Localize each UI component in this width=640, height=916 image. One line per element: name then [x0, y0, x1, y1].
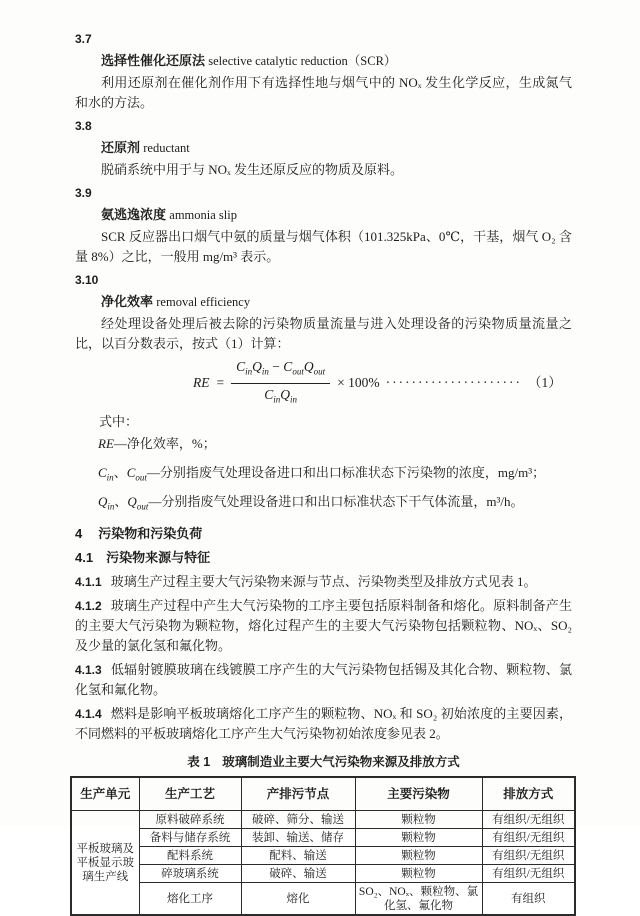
- node-cell: 熔化: [241, 883, 355, 916]
- definition-c-in-out: $C_{in}$、$C_{out}—$分别指废气处理设备进口和出口标准状态下污染物的浓度，mg/m³；: [98, 464, 546, 483]
- clause-4-1-1: [75, 572, 572, 592]
- term-english: selective catalytic reduction（SCR）: [208, 54, 397, 68]
- section-title: 污染物来源与特征: [106, 550, 211, 566]
- times-100-percent: × 100%: [337, 375, 380, 391]
- table-label: 表 1: [187, 755, 211, 770]
- table-header-row: [71, 777, 575, 811]
- formula-lhs-symbol: RE: [193, 375, 210, 391]
- definition-text: —分别指废气处理设备进口和出口标准状态下污染物的浓度，mg/m³；: [146, 464, 546, 480]
- term-chinese: 选择性催化还原法: [101, 53, 206, 68]
- definition-q-in-out: $Q_{in}$、$Q_{out}—$分别指废气处理设备进口和出口标准状态下干气体流量，m³/h。: [98, 493, 524, 512]
- term-chinese: 还原剂: [101, 140, 141, 155]
- node-cell: 破碎、筛分、输送: [241, 811, 355, 829]
- emission-cell: 有组织/无组织: [482, 847, 575, 865]
- section-heading-4: [75, 524, 572, 544]
- where-label: 式中：: [99, 414, 139, 430]
- node-cell: 破碎、输送: [241, 865, 355, 883]
- pollutant-cell: 颗粒物: [355, 829, 482, 847]
- fraction: [231, 358, 330, 408]
- term-heading-ammonia-slip: [75, 205, 572, 225]
- production-unit-cell: 平板玻璃及平板显示玻璃生产线: [71, 811, 139, 916]
- table-title: 玻璃制造业主要大气污染物来源及排放方式: [222, 755, 460, 770]
- clause-number: 4.1.1: [75, 575, 102, 590]
- table-row: [71, 829, 575, 847]
- column-header-emission-mode: 排放方式: [482, 777, 575, 811]
- clause-number: 4.1.4: [75, 707, 102, 722]
- clause-number: 4.1.2: [75, 599, 102, 614]
- emission-cell: 有组织/无组织: [482, 811, 575, 829]
- fraction-numerator: $C_{in}Q_{in} - C_{out}Q_{out}$: [231, 358, 330, 384]
- clause-text: 燃料是影响平板玻璃熔化工序产生的颗粒物、NOₓ 和 SO₂ 初始浓度的主要因素，不同燃料的平板玻璃熔化工序产生大气污染物初始浓度参见表 2。: [75, 706, 572, 742]
- column-header-process: 生产工艺: [139, 777, 241, 811]
- table-row: [71, 811, 575, 829]
- clause-4-1-2: [75, 596, 572, 656]
- table-row: [71, 865, 575, 883]
- process-cell: 熔化工序: [139, 883, 241, 916]
- pollutant-cell: 颗粒物: [355, 865, 482, 883]
- column-header-discharge-node: 产排污节点: [241, 777, 355, 811]
- clause-number-3-8: 3.8: [75, 119, 92, 133]
- equation-1: [193, 358, 572, 408]
- emission-cell: 有组织: [482, 883, 575, 916]
- equals-sign: =: [216, 375, 225, 391]
- table-caption: [75, 752, 572, 772]
- term-english: reductant: [143, 141, 190, 155]
- emission-cell: 有组织/无组织: [482, 865, 575, 883]
- clause-number-3-10: 3.10: [75, 273, 99, 287]
- process-cell: 原料破碎系统: [139, 811, 241, 829]
- term-definition-ammonia-slip: SCR 反应器出口烟气中氨的质量与烟气体积（101.325kPa、0℃，干基，烟气 O₂ 含量 8%）之比，一般用 mg/m³ 表示。: [75, 229, 572, 264]
- term-chinese: 氨逃逸浓度: [101, 207, 167, 222]
- clause-4-1-3: [75, 660, 572, 700]
- fraction-denominator: $C_{in}Q_{in}$: [264, 386, 297, 405]
- term-heading-removal-efficiency: [75, 292, 572, 312]
- process-cell: 碎玻璃系统: [139, 865, 241, 883]
- clause-text: 低辐射镀膜玻璃在线镀膜工序产生的大气污染物包括锡及其化合物、颗粒物、氯化氢和氟化物。: [75, 662, 572, 698]
- clause-number: 4.1.3: [75, 663, 102, 678]
- term-chinese: 净化效率: [101, 294, 154, 309]
- process-cell: 备料与储存系统: [139, 829, 241, 847]
- clause-number-3-7: 3.7: [75, 32, 92, 46]
- section-heading-4-1: [75, 548, 572, 568]
- pollutant-cell: 颗粒物: [355, 811, 482, 829]
- pollutant-sources-table: [70, 776, 576, 916]
- pollutant-cell: SO₂、NOₓ、颗粒物、氯化氢、氟化物: [355, 883, 482, 916]
- emission-cell: 有组织/无组织: [482, 829, 575, 847]
- node-cell: 配料、输送: [241, 847, 355, 865]
- clause-4-1-4: [75, 704, 572, 744]
- node-cell: 装卸、输送、储存: [241, 829, 355, 847]
- definition-text: —分别指废气处理设备进口和出口标准状态下干气体流量，m³/h。: [148, 493, 524, 509]
- definition-re: RE—净化效率，%；: [98, 436, 216, 452]
- equation-number: （1）: [528, 375, 562, 391]
- clause-number-3-9: 3.9: [75, 186, 92, 200]
- clause-text: 玻璃生产过程主要大气污染物来源与节点、污染物类型及排放方式见表 1。: [110, 574, 537, 590]
- term-heading-scr: [75, 51, 572, 71]
- table-row: [71, 847, 575, 865]
- term-heading-reductant: [75, 138, 572, 158]
- table-row: [71, 883, 575, 916]
- term-definition-reductant: 脱硝系统中用于与 NOₓ 发生还原反应的物质及原料。: [101, 162, 404, 177]
- clause-text: 玻璃生产过程中产生大气污染物的工序主要包括原料制备和熔化。原料制备产生的主要大气污染物为颗粒物，熔化过程产生的主要大气污染物包括颗粒物、NOₓ、SO₂ 及少量的氯化氢和氟化物。: [75, 598, 572, 654]
- section-number: 4: [75, 526, 83, 542]
- column-header-production-unit: 生产单元: [71, 777, 139, 811]
- column-header-main-pollutants: 主要污染物: [355, 777, 482, 811]
- process-cell: 配料系统: [139, 847, 241, 865]
- dots-leader: ·····················: [385, 375, 522, 391]
- section-number: 4.1: [75, 550, 94, 566]
- section-title: 污染物和污染负荷: [98, 526, 203, 542]
- term-english: ammonia slip: [169, 208, 237, 222]
- term-english: removal efficiency: [156, 295, 251, 309]
- pollutant-cell: 颗粒物: [355, 847, 482, 865]
- term-definition-removal-efficiency: 经处理设备处理后被去除的污染物质量流量与进入处理设备的污染物质量流量之比，以百分数表示，按式（1）计算：: [75, 316, 572, 351]
- definition-text: —净化效率，%；: [113, 436, 216, 452]
- term-definition-scr: 利用还原剂在催化剂作用下有选择性地与烟气中的 NOₓ 发生化学反应，生成氮气和水的方法。: [75, 75, 572, 110]
